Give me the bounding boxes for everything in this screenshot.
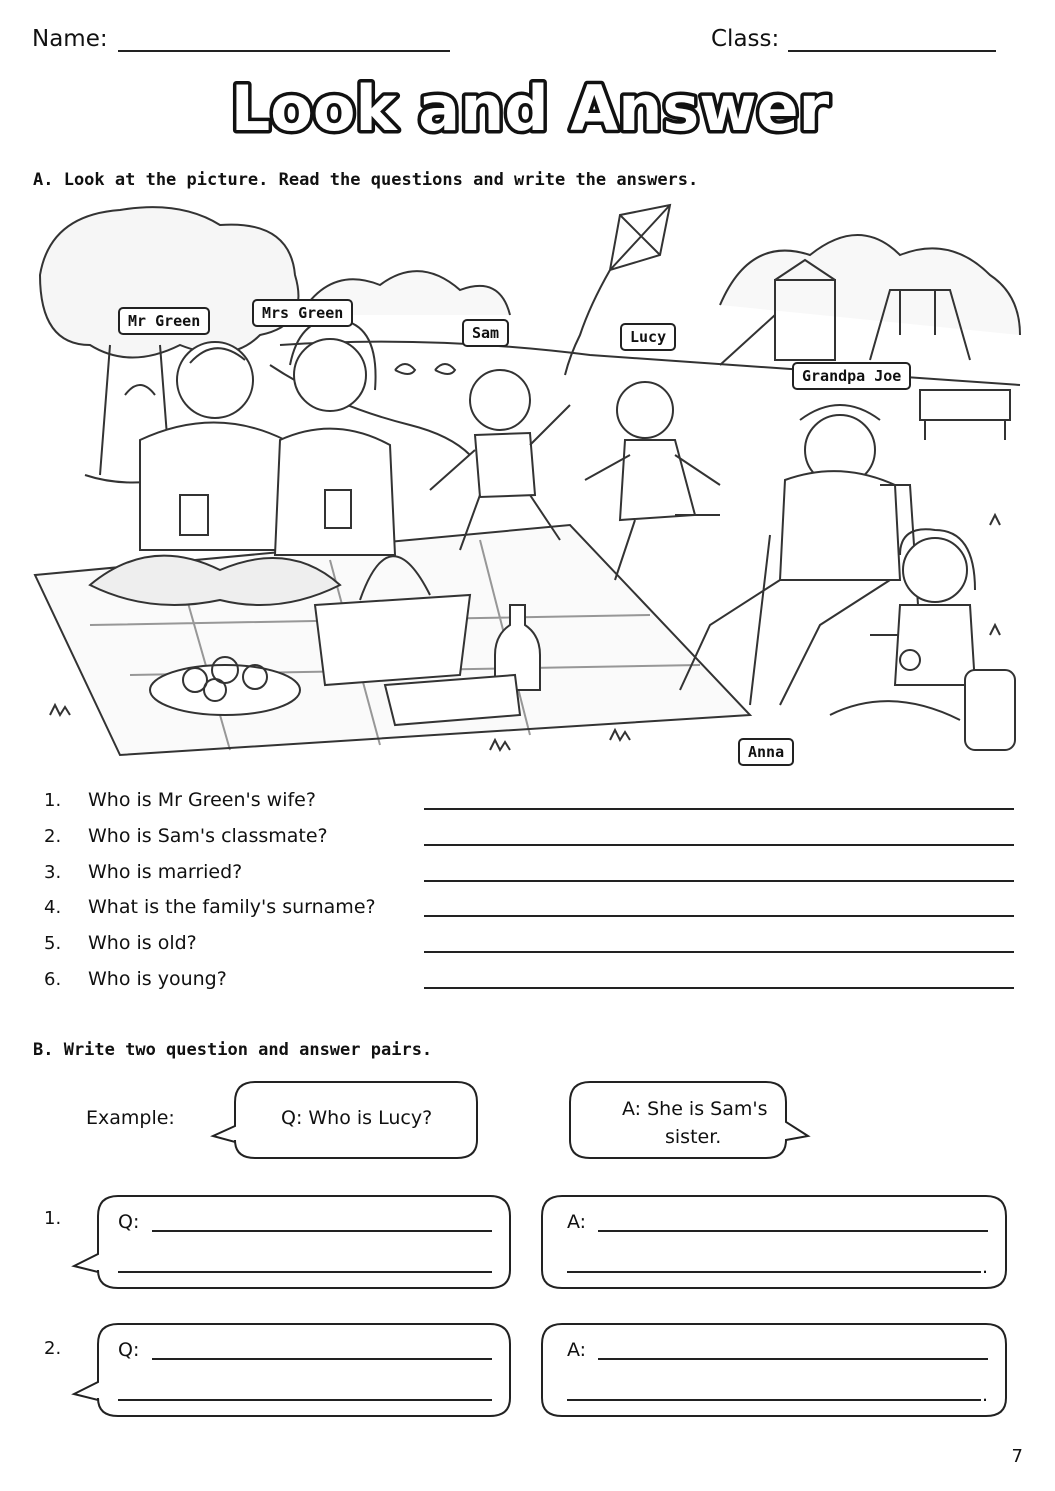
answer-write-line[interactable] (567, 1399, 981, 1401)
page-title (220, 64, 840, 154)
question-number: 6. (44, 969, 62, 990)
answer-line[interactable] (424, 844, 1014, 846)
question-number: 2. (44, 826, 62, 847)
answer-line[interactable] (424, 880, 1014, 882)
pair-answer-label: A: (567, 1339, 587, 1361)
name-tag-mr-green: Mr Green (118, 307, 210, 335)
example-answer-bubble (566, 1078, 816, 1164)
name-tag-sam: Sam (462, 319, 509, 347)
question-write-line[interactable] (118, 1271, 492, 1273)
question-write-line[interactable] (118, 1399, 492, 1401)
pair-question-label: Q: (118, 1211, 140, 1233)
pair-answer-label: A: (567, 1211, 587, 1233)
end-period: . (982, 1256, 989, 1278)
question-number: 4. (44, 897, 62, 918)
example-answer-line-1: A: She is Sam's (622, 1098, 768, 1120)
pair-question-bubble[interactable] (68, 1320, 518, 1422)
question-number: 3. (44, 862, 62, 883)
end-period: . (982, 1384, 989, 1406)
question-number: 1. (44, 790, 62, 811)
section-b-instruction: B. Write two question and answer pairs. (33, 1040, 433, 1060)
answer-write-line[interactable] (567, 1271, 981, 1273)
picnic-scene (30, 195, 1030, 775)
name-label: Name: (32, 26, 108, 52)
class-label: Class: (711, 26, 780, 52)
example-answer-line-2: sister. (665, 1126, 722, 1148)
example-question-text: Q: Who is Lucy? (281, 1107, 433, 1129)
name-field[interactable] (118, 50, 450, 52)
answer-line[interactable] (424, 808, 1014, 810)
name-tag-anna: Anna (738, 738, 794, 766)
example-label: Example: (86, 1107, 175, 1129)
question-write-line[interactable] (152, 1230, 492, 1232)
name-tag-grandpa-joe: Grandpa Joe (792, 362, 911, 390)
question-text: Who is Sam's classmate? (88, 825, 328, 847)
answer-line[interactable] (424, 951, 1014, 953)
pair-question-bubble[interactable] (68, 1192, 518, 1294)
question-write-line[interactable] (152, 1358, 492, 1360)
name-tag-lucy: Lucy (620, 323, 676, 351)
pair-answer-bubble[interactable] (538, 1320, 1014, 1422)
pair-number: 1. (44, 1208, 62, 1229)
question-text: Who is young? (88, 968, 227, 990)
question-text: What is the family's surname? (88, 896, 376, 918)
answer-line[interactable] (424, 987, 1014, 989)
pair-answer-bubble[interactable] (538, 1192, 1014, 1294)
answer-line[interactable] (424, 915, 1014, 917)
question-number: 5. (44, 933, 62, 954)
pair-number: 2. (44, 1338, 62, 1359)
class-field[interactable] (788, 50, 996, 52)
picnic-illustration (30, 195, 1030, 775)
name-tag-mrs-green: Mrs Green (252, 299, 353, 327)
answer-write-line[interactable] (598, 1358, 988, 1360)
question-text: Who is married? (88, 861, 243, 883)
page-number: 7 (1011, 1446, 1023, 1467)
answer-write-line[interactable] (598, 1230, 988, 1232)
question-text: Who is old? (88, 932, 197, 954)
page-title-text: Look and Answer (230, 72, 830, 145)
section-a-instruction: A. Look at the picture. Read the questions and write the answers. (33, 170, 699, 190)
question-text: Who is Mr Green's wife? (88, 789, 316, 811)
pair-question-label: Q: (118, 1339, 140, 1361)
